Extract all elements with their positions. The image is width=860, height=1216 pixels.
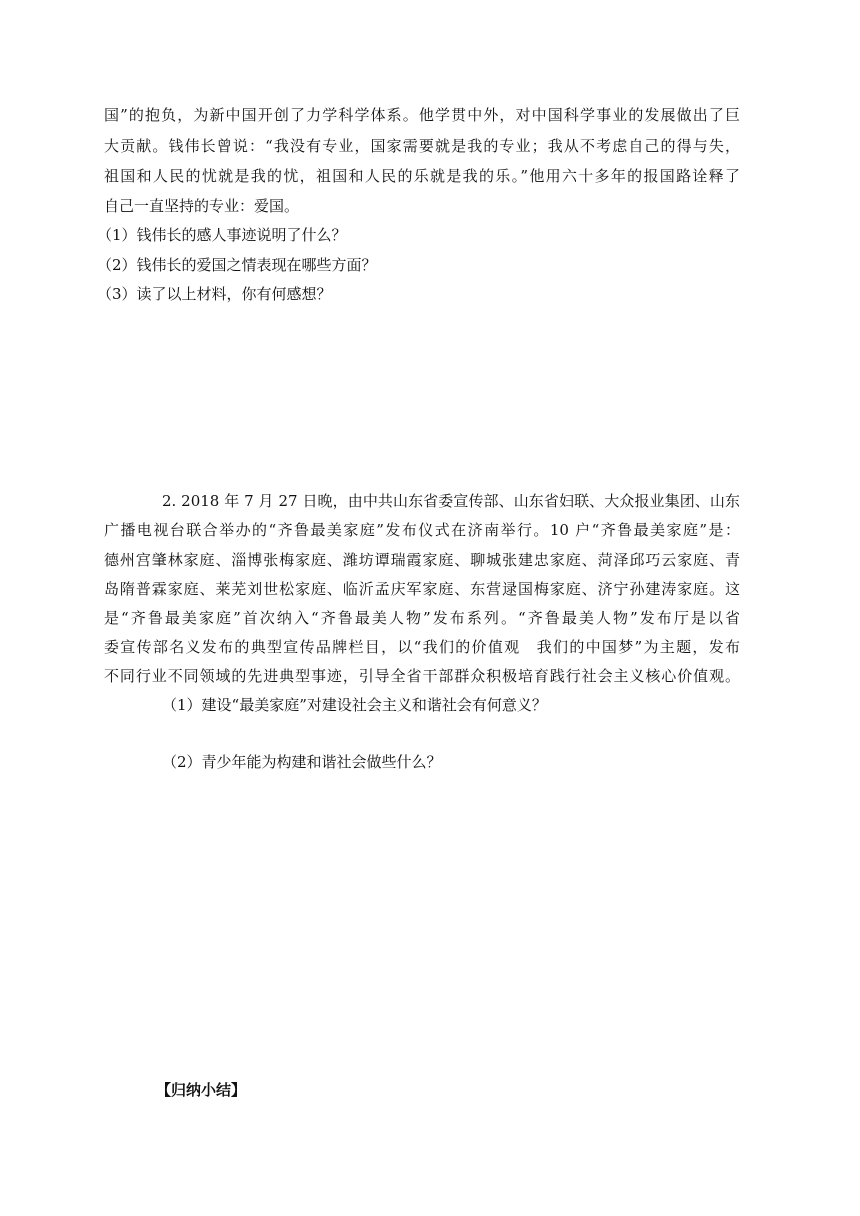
question-2-1: （1）建设“最美家庭”对建设社会主义和谐社会有何意义？ [162,696,547,714]
passage-line: 2. 2018 年 7 月 27 日晚，由中共山东省委宣传部、山东省妇联、大众报业集团、山东 [162,492,740,510]
passage-line: 岛隋普霖家庭、莱芜刘世松家庭、临沂孟庆军家庭、东营逯国梅家庭、济宁孙建涛家庭。这 [104,580,740,598]
question-1-2: （2）钱伟长的爱国之情表现在哪些方面？ [97,256,377,274]
question-1-1: （1）钱伟长的感人事迹说明了什么？ [97,226,347,244]
question-2-2: （2）青少年能为构建和谐社会做些什么？ [162,753,442,771]
passage-line: 自己一直坚持的专业：爱国。 [104,197,300,215]
passage-line: 大贡献。钱伟长曾说：“我没有专业，国家需要就是我的专业；我从不考虑自己的得与失， [104,137,740,155]
question-1-3: （3）读了以上材料，你有何感想？ [97,285,332,303]
passage-line: 德州宫肇林家庭、淄博张梅家庭、潍坊谭瑞霞家庭、聊城张建忠家庭、菏泽邱巧云家庭、青 [104,551,740,569]
passage-line: 祖国和人民的忧就是我的忧，祖国和人民的乐就是我的乐。”他用六十多年的报国路诠释了 [104,167,740,185]
passage-line: 是“齐鲁最美家庭”首次纳入“齐鲁最美人物”发布系列。“齐鲁最美人物”发布厅是以省 [104,609,740,627]
passage-line: 不同行业不同领域的先进典型事迹，引导全省干部群众积极培育践行社会主义核心价值观。 [104,667,740,685]
passage-line: 国”的抱负，为新中国开创了力学科学体系。他学贯中外，对中国科学事业的发展做出了巨 [104,106,740,124]
passage-line: 广播电视台联合举办的“齐鲁最美家庭”发布仪式在济南举行。10 户“齐鲁最美家庭”是： [104,521,740,539]
passage-line: 委宣传部名义发布的典型宣传品牌栏目，以“我们的价值观 我们的中国梦”为主题，发布 [104,638,740,656]
summary-heading: 【归纳小结】 [156,1081,247,1099]
